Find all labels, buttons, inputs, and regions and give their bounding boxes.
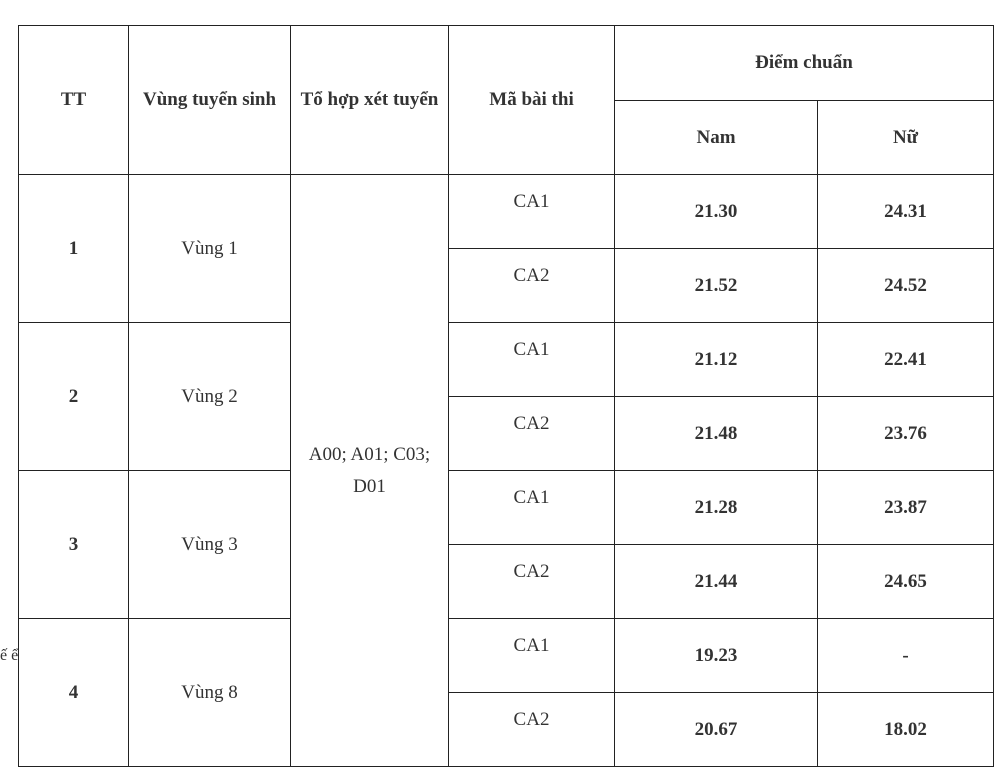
row-region: Vùng 8: [129, 619, 291, 767]
exam-code: CA1: [449, 323, 615, 397]
header-tt: TT: [19, 26, 129, 175]
row-tt: 2: [19, 323, 129, 471]
score-male: 21.28: [615, 471, 818, 545]
table-row: [19, 471, 994, 545]
score-female: 23.76: [818, 397, 994, 471]
score-male: 21.30: [615, 175, 818, 249]
cutoff-score-table: [18, 25, 994, 767]
exam-code: CA2: [449, 249, 615, 323]
exam-code: CA1: [449, 619, 615, 693]
header-cutoff: Điểm chuẩn: [615, 26, 994, 101]
exam-code: CA2: [449, 397, 615, 471]
table-row: [19, 619, 994, 693]
table-row: [19, 323, 994, 397]
row-tt: 3: [19, 471, 129, 619]
header-region: Vùng tuyển sinh: [129, 26, 291, 175]
table-row: [19, 175, 994, 249]
exam-code: CA1: [449, 175, 615, 249]
exam-code: CA2: [449, 545, 615, 619]
score-male: 21.44: [615, 545, 818, 619]
score-female: 24.65: [818, 545, 994, 619]
row-region: Vùng 3: [129, 471, 291, 619]
exam-code: CA2: [449, 693, 615, 767]
header-male: Nam: [615, 101, 818, 175]
cut-off-text-fragment: ế ể: [0, 647, 19, 664]
score-female: 24.52: [818, 249, 994, 323]
score-female: -: [818, 619, 994, 693]
score-female: 23.87: [818, 471, 994, 545]
header-combination: Tổ hợp xét tuyển: [291, 26, 449, 175]
row-region: Vùng 1: [129, 175, 291, 323]
score-female: 22.41: [818, 323, 994, 397]
score-female: 24.31: [818, 175, 994, 249]
score-male: 21.12: [615, 323, 818, 397]
score-male: 19.23: [615, 619, 818, 693]
combination-cell: A00; A01; C03; D01: [291, 175, 449, 767]
score-male: 21.52: [615, 249, 818, 323]
score-male: 21.48: [615, 397, 818, 471]
row-tt: 1: [19, 175, 129, 323]
score-female: 18.02: [818, 693, 994, 767]
score-male: 20.67: [615, 693, 818, 767]
row-tt: 4: [19, 619, 129, 767]
exam-code: CA1: [449, 471, 615, 545]
header-exam-code: Mã bài thi: [449, 26, 615, 175]
header-female: Nữ: [818, 101, 994, 175]
row-region: Vùng 2: [129, 323, 291, 471]
